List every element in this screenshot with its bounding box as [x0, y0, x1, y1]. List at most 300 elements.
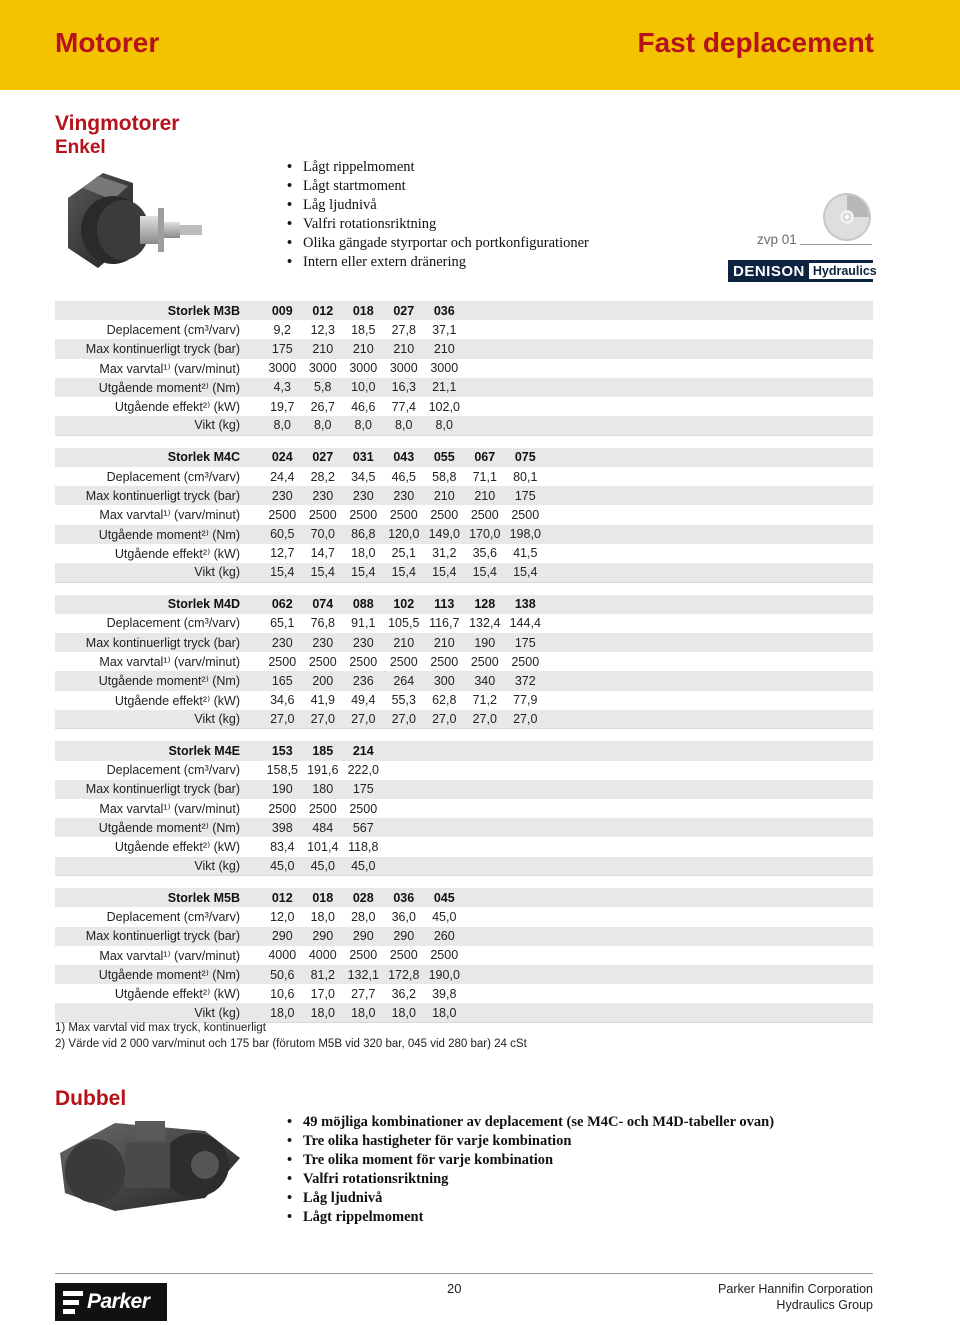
table-cell: 18,0 [424, 1003, 465, 1022]
list-item: • Valfri rotationsriktning [287, 1170, 774, 1189]
row-label: Deplacement (cm³/varv) [55, 614, 262, 633]
table-cell: 15,4 [303, 563, 344, 582]
table-cell: 5,8 [303, 378, 344, 397]
spec-table [55, 595, 873, 730]
table-cell: 144,4 [505, 614, 546, 633]
row-filler [465, 965, 874, 984]
table-cell: 15,4 [505, 563, 546, 582]
row-filler [546, 614, 874, 633]
section-subtitle-enkel: Enkel [55, 137, 106, 158]
table-cell: 062 [262, 595, 303, 614]
table-cell: 16,3 [384, 378, 425, 397]
row-label: Deplacement (cm³/varv) [55, 320, 262, 339]
table-cell: 15,4 [424, 563, 465, 582]
table-cell: 200 [303, 671, 344, 690]
table-row [55, 857, 873, 876]
table-cell: 35,6 [465, 544, 506, 563]
list-item: • Intern eller extern dränering [287, 253, 589, 272]
row-filler [465, 888, 874, 907]
table-cell: 118,8 [343, 837, 384, 856]
table-cell: 067 [465, 448, 506, 467]
table-cell: 210 [424, 339, 465, 358]
row-filler [384, 799, 874, 818]
table-cell: 180 [303, 780, 344, 799]
table-cell: 210 [343, 339, 384, 358]
spec-table-wrap [55, 595, 873, 730]
table-cell: 2500 [303, 799, 344, 818]
table-cell: 190,0 [424, 965, 465, 984]
row-filler [546, 595, 874, 614]
table-cell: 55,3 [384, 691, 425, 710]
table-cell: 2500 [343, 652, 384, 671]
table-cell: 230 [343, 633, 384, 652]
table-cell: 34,5 [343, 467, 384, 486]
table-cell: 2500 [343, 946, 384, 965]
zvp-code: zvp 01 [757, 232, 797, 247]
table-cell: 230 [262, 633, 303, 652]
table-cell: 8,0 [343, 416, 384, 435]
table-cell: 10,6 [262, 984, 303, 1003]
table-cell: 46,6 [343, 397, 384, 416]
table-cell: 19,7 [262, 397, 303, 416]
table-row [55, 320, 873, 339]
footnote: 2) Värde vid 2 000 varv/minut och 175 bar (förutom M5B vid 320 bar, 045 vid 280 bar) 24 cSt [55, 1038, 527, 1050]
row-label: Max varvtal¹⁾ (varv/minut) [55, 652, 262, 671]
table-cell: 113 [424, 595, 465, 614]
table-cell: 175 [505, 633, 546, 652]
table-cell: 83,4 [262, 837, 303, 856]
table-row [55, 799, 873, 818]
page-number: 20 [447, 1281, 462, 1296]
table-cell: 222,0 [343, 761, 384, 780]
row-label: Vikt (kg) [55, 416, 262, 435]
table-row [55, 544, 873, 563]
table-cell: 074 [303, 595, 344, 614]
table-cell: 214 [343, 741, 384, 760]
table-cell: 2500 [343, 799, 384, 818]
table-cell: 210 [384, 633, 425, 652]
feature-list-enkel [287, 158, 589, 272]
table-cell: 105,5 [384, 614, 425, 633]
table-cell: 3000 [384, 359, 425, 378]
table-cell: 17,0 [303, 984, 344, 1003]
table-cell: 86,8 [343, 525, 384, 544]
table-cell: 230 [303, 486, 344, 505]
list-item: • Tre olika moment för varje kombination [287, 1151, 774, 1170]
table-cell: 71,2 [465, 691, 506, 710]
divider [800, 244, 872, 245]
table-cell: 018 [343, 301, 384, 320]
row-filler [384, 857, 874, 876]
table-cell: 2500 [384, 505, 425, 524]
row-label: Utgående moment²⁾ (Nm) [55, 525, 262, 544]
table-cell: 70,0 [303, 525, 344, 544]
table-cell: 62,8 [424, 691, 465, 710]
section-title-dubbel: Dubbel [55, 1087, 127, 1110]
spec-tables [55, 301, 873, 1035]
row-filler [546, 691, 874, 710]
table-row [55, 397, 873, 416]
row-filler [546, 563, 874, 582]
row-label: Storlek M3B [55, 301, 262, 320]
row-label: Storlek M5B [55, 888, 262, 907]
table-cell: 2500 [303, 652, 344, 671]
table-cell: 15,4 [262, 563, 303, 582]
table-cell: 2500 [424, 505, 465, 524]
table-cell: 3000 [303, 359, 344, 378]
row-label: Max kontinuerligt tryck (bar) [55, 339, 262, 358]
spec-table [55, 888, 873, 1023]
row-filler [546, 671, 874, 690]
table-cell: 055 [424, 448, 465, 467]
spec-table-wrap [55, 301, 873, 436]
table-cell: 290 [384, 927, 425, 946]
spec-table [55, 741, 873, 876]
table-cell: 045 [424, 888, 465, 907]
table-cell: 036 [384, 888, 425, 907]
table-row [55, 652, 873, 671]
row-filler [546, 652, 874, 671]
table-cell: 81,2 [303, 965, 344, 984]
table-cell: 24,4 [262, 467, 303, 486]
row-filler [384, 741, 874, 760]
table-cell: 39,8 [424, 984, 465, 1003]
table-cell: 18,0 [343, 544, 384, 563]
table-cell: 3000 [262, 359, 303, 378]
table-cell: 012 [303, 301, 344, 320]
table-cell: 198,0 [505, 525, 546, 544]
row-filler [465, 946, 874, 965]
table-row [55, 416, 873, 435]
table-cell: 036 [424, 301, 465, 320]
table-cell: 300 [424, 671, 465, 690]
table-cell: 45,0 [262, 857, 303, 876]
row-filler [465, 378, 874, 397]
table-row [55, 671, 873, 690]
table-cell: 10,0 [343, 378, 384, 397]
table-cell: 210 [384, 339, 425, 358]
table-cell: 088 [343, 595, 384, 614]
row-label: Utgående effekt²⁾ (kW) [55, 984, 262, 1003]
table-cell: 2500 [343, 505, 384, 524]
row-label: Vikt (kg) [55, 857, 262, 876]
table-cell: 2500 [505, 505, 546, 524]
table-header-row [55, 595, 873, 614]
table-cell: 8,0 [303, 416, 344, 435]
denison-sub: Hydraulics [809, 263, 881, 279]
double-vane-motor-image [55, 1113, 245, 1215]
table-cell: 4,3 [262, 378, 303, 397]
table-cell: 77,9 [505, 691, 546, 710]
table-cell: 2500 [465, 505, 506, 524]
table-cell: 132,1 [343, 965, 384, 984]
table-cell: 2500 [465, 652, 506, 671]
table-cell: 290 [262, 927, 303, 946]
row-label: Utgående moment²⁾ (Nm) [55, 671, 262, 690]
table-cell: 36,0 [384, 907, 425, 926]
table-row [55, 505, 873, 524]
row-label: Utgående moment²⁾ (Nm) [55, 378, 262, 397]
table-cell: 37,1 [424, 320, 465, 339]
table-cell: 27,0 [262, 710, 303, 729]
row-label: Utgående effekt²⁾ (kW) [55, 544, 262, 563]
table-row [55, 339, 873, 358]
table-cell: 153 [262, 741, 303, 760]
table-row [55, 965, 873, 984]
row-label: Vikt (kg) [55, 563, 262, 582]
spec-table-wrap [55, 741, 873, 876]
table-cell: 27,0 [384, 710, 425, 729]
table-cell: 175 [262, 339, 303, 358]
table-cell: 45,0 [343, 857, 384, 876]
table-cell: 4000 [262, 946, 303, 965]
row-filler [465, 359, 874, 378]
table-row [55, 378, 873, 397]
table-cell: 158,5 [262, 761, 303, 780]
table-row [55, 984, 873, 1003]
table-cell: 77,4 [384, 397, 425, 416]
table-cell: 91,1 [343, 614, 384, 633]
table-cell: 8,0 [384, 416, 425, 435]
row-filler [546, 710, 874, 729]
table-cell: 165 [262, 671, 303, 690]
row-label: Deplacement (cm³/varv) [55, 907, 262, 926]
row-filler [546, 467, 874, 486]
spec-table-wrap [55, 888, 873, 1023]
table-cell: 172,8 [384, 965, 425, 984]
table-row [55, 486, 873, 505]
section-title-vingmotorer: Vingmotorer [55, 112, 180, 135]
table-header-row [55, 301, 873, 320]
list-item: • Olika gängade styrportar och portkonfigurationer [287, 234, 589, 253]
table-cell: 018 [303, 888, 344, 907]
table-cell: 2500 [303, 505, 344, 524]
row-label: Max varvtal¹⁾ (varv/minut) [55, 799, 262, 818]
table-cell: 36,2 [384, 984, 425, 1003]
table-cell: 27,8 [384, 320, 425, 339]
table-cell: 128 [465, 595, 506, 614]
row-label: Utgående effekt²⁾ (kW) [55, 691, 262, 710]
table-cell: 2500 [505, 652, 546, 671]
list-item: • Låg ljudnivå [287, 1189, 774, 1208]
table-cell: 027 [303, 448, 344, 467]
header-category: Motorer [55, 27, 160, 58]
table-cell: 80,1 [505, 467, 546, 486]
table-cell: 260 [424, 927, 465, 946]
row-filler [546, 448, 874, 467]
row-label: Max kontinuerligt tryck (bar) [55, 486, 262, 505]
company-info [718, 1281, 873, 1313]
table-cell: 46,5 [384, 467, 425, 486]
table-cell: 230 [384, 486, 425, 505]
table-cell: 2500 [262, 652, 303, 671]
table-cell: 9,2 [262, 320, 303, 339]
table-cell: 230 [303, 633, 344, 652]
list-item: • Tre olika hastigheter för varje kombination [287, 1132, 774, 1151]
table-row [55, 359, 873, 378]
table-cell: 27,0 [505, 710, 546, 729]
table-cell: 15,4 [343, 563, 384, 582]
row-filler [465, 907, 874, 926]
list-item: • Låg ljudnivå [287, 196, 589, 215]
table-cell: 102 [384, 595, 425, 614]
table-cell: 372 [505, 671, 546, 690]
table-cell: 50,6 [262, 965, 303, 984]
table-cell: 58,8 [424, 467, 465, 486]
list-item: • Valfri rotationsriktning [287, 215, 589, 234]
table-cell: 484 [303, 818, 344, 837]
table-cell: 236 [343, 671, 384, 690]
row-label: Deplacement (cm³/varv) [55, 467, 262, 486]
table-cell: 210 [424, 633, 465, 652]
table-cell: 132,4 [465, 614, 506, 633]
row-label: Storlek M4E [55, 741, 262, 760]
table-cell: 2500 [262, 799, 303, 818]
row-label: Vikt (kg) [55, 1003, 262, 1022]
company-name: Parker Hannifin Corporation [718, 1282, 873, 1296]
row-filler [546, 525, 874, 544]
footer-divider [55, 1273, 873, 1274]
table-cell: 18,0 [303, 1003, 344, 1022]
row-filler [546, 505, 874, 524]
row-label: Utgående effekt²⁾ (kW) [55, 837, 262, 856]
company-division: Hydraulics Group [776, 1298, 873, 1312]
table-cell: 116,7 [424, 614, 465, 633]
table-cell: 15,4 [465, 563, 506, 582]
row-label: Deplacement (cm³/varv) [55, 761, 262, 780]
table-cell: 18,5 [343, 320, 384, 339]
cd-disc-icon [822, 192, 872, 242]
table-cell: 25,1 [384, 544, 425, 563]
table-cell: 14,7 [303, 544, 344, 563]
row-label: Utgående moment²⁾ (Nm) [55, 965, 262, 984]
table-cell: 567 [343, 818, 384, 837]
row-filler [465, 397, 874, 416]
table-cell: 264 [384, 671, 425, 690]
row-filler [465, 927, 874, 946]
table-cell: 138 [505, 595, 546, 614]
table-cell: 27,0 [303, 710, 344, 729]
parker-logo [55, 1283, 167, 1321]
table-cell: 185 [303, 741, 344, 760]
row-filler [465, 320, 874, 339]
table-cell: 18,0 [343, 1003, 384, 1022]
table-cell: 398 [262, 818, 303, 837]
table-cell: 65,1 [262, 614, 303, 633]
table-cell: 12,0 [262, 907, 303, 926]
row-label: Utgående effekt²⁾ (kW) [55, 397, 262, 416]
table-cell: 8,0 [262, 416, 303, 435]
table-cell: 41,9 [303, 691, 344, 710]
list-item: • Lågt startmoment [287, 177, 589, 196]
table-cell: 149,0 [424, 525, 465, 544]
table-cell: 191,6 [303, 761, 344, 780]
table-row [55, 780, 873, 799]
row-label: Max varvtal¹⁾ (varv/minut) [55, 359, 262, 378]
table-cell: 34,6 [262, 691, 303, 710]
table-cell: 170,0 [465, 525, 506, 544]
table-cell: 18,0 [262, 1003, 303, 1022]
list-item: • Lågt rippelmoment [287, 158, 589, 177]
table-cell: 175 [505, 486, 546, 505]
table-row [55, 525, 873, 544]
table-cell: 45,0 [424, 907, 465, 926]
table-cell: 028 [343, 888, 384, 907]
table-cell: 2500 [262, 505, 303, 524]
table-row [55, 761, 873, 780]
table-cell: 15,4 [384, 563, 425, 582]
row-filler [384, 780, 874, 799]
table-cell: 8,0 [424, 416, 465, 435]
table-cell: 230 [262, 486, 303, 505]
table-cell: 21,1 [424, 378, 465, 397]
row-label: Max varvtal¹⁾ (varv/minut) [55, 946, 262, 965]
table-cell: 27,0 [424, 710, 465, 729]
list-item: • 49 möjliga kombinationer av deplacement (se M4C- och M4D-tabeller ovan) [287, 1113, 774, 1132]
row-filler [384, 818, 874, 837]
table-cell: 075 [505, 448, 546, 467]
table-cell: 102,0 [424, 397, 465, 416]
table-cell: 28,2 [303, 467, 344, 486]
row-label: Max kontinuerligt tryck (bar) [55, 927, 262, 946]
table-cell: 12,3 [303, 320, 344, 339]
table-cell: 101,4 [303, 837, 344, 856]
table-cell: 3000 [424, 359, 465, 378]
table-cell: 27,7 [343, 984, 384, 1003]
table-cell: 012 [262, 888, 303, 907]
table-cell: 3000 [343, 359, 384, 378]
row-label: Vikt (kg) [55, 710, 262, 729]
table-cell: 2500 [424, 652, 465, 671]
table-row [55, 946, 873, 965]
table-cell: 76,8 [303, 614, 344, 633]
spec-table-wrap [55, 448, 873, 583]
list-item: • Lågt rippelmoment [287, 1208, 774, 1227]
table-cell: 024 [262, 448, 303, 467]
table-cell: 60,5 [262, 525, 303, 544]
table-cell: 230 [343, 486, 384, 505]
row-filler [546, 633, 874, 652]
table-row [55, 907, 873, 926]
table-header-row [55, 741, 873, 760]
table-row [55, 691, 873, 710]
table-cell: 27,0 [343, 710, 384, 729]
table-cell: 290 [343, 927, 384, 946]
row-filler [465, 301, 874, 320]
table-row [55, 633, 873, 652]
table-cell: 12,7 [262, 544, 303, 563]
row-filler [546, 486, 874, 505]
table-row [55, 563, 873, 582]
table-row [55, 837, 873, 856]
table-cell: 210 [424, 486, 465, 505]
table-cell: 41,5 [505, 544, 546, 563]
table-cell: 18,0 [384, 1003, 425, 1022]
table-cell: 175 [343, 780, 384, 799]
table-cell: 2500 [424, 946, 465, 965]
denison-logo [728, 260, 877, 282]
table-row [55, 818, 873, 837]
parker-emblem-icon [61, 1287, 89, 1317]
table-cell: 043 [384, 448, 425, 467]
table-row [55, 710, 873, 729]
row-filler [465, 339, 874, 358]
row-filler [384, 761, 874, 780]
table-cell: 4000 [303, 946, 344, 965]
table-cell: 027 [384, 301, 425, 320]
row-label: Utgående moment²⁾ (Nm) [55, 818, 262, 837]
table-row [55, 467, 873, 486]
